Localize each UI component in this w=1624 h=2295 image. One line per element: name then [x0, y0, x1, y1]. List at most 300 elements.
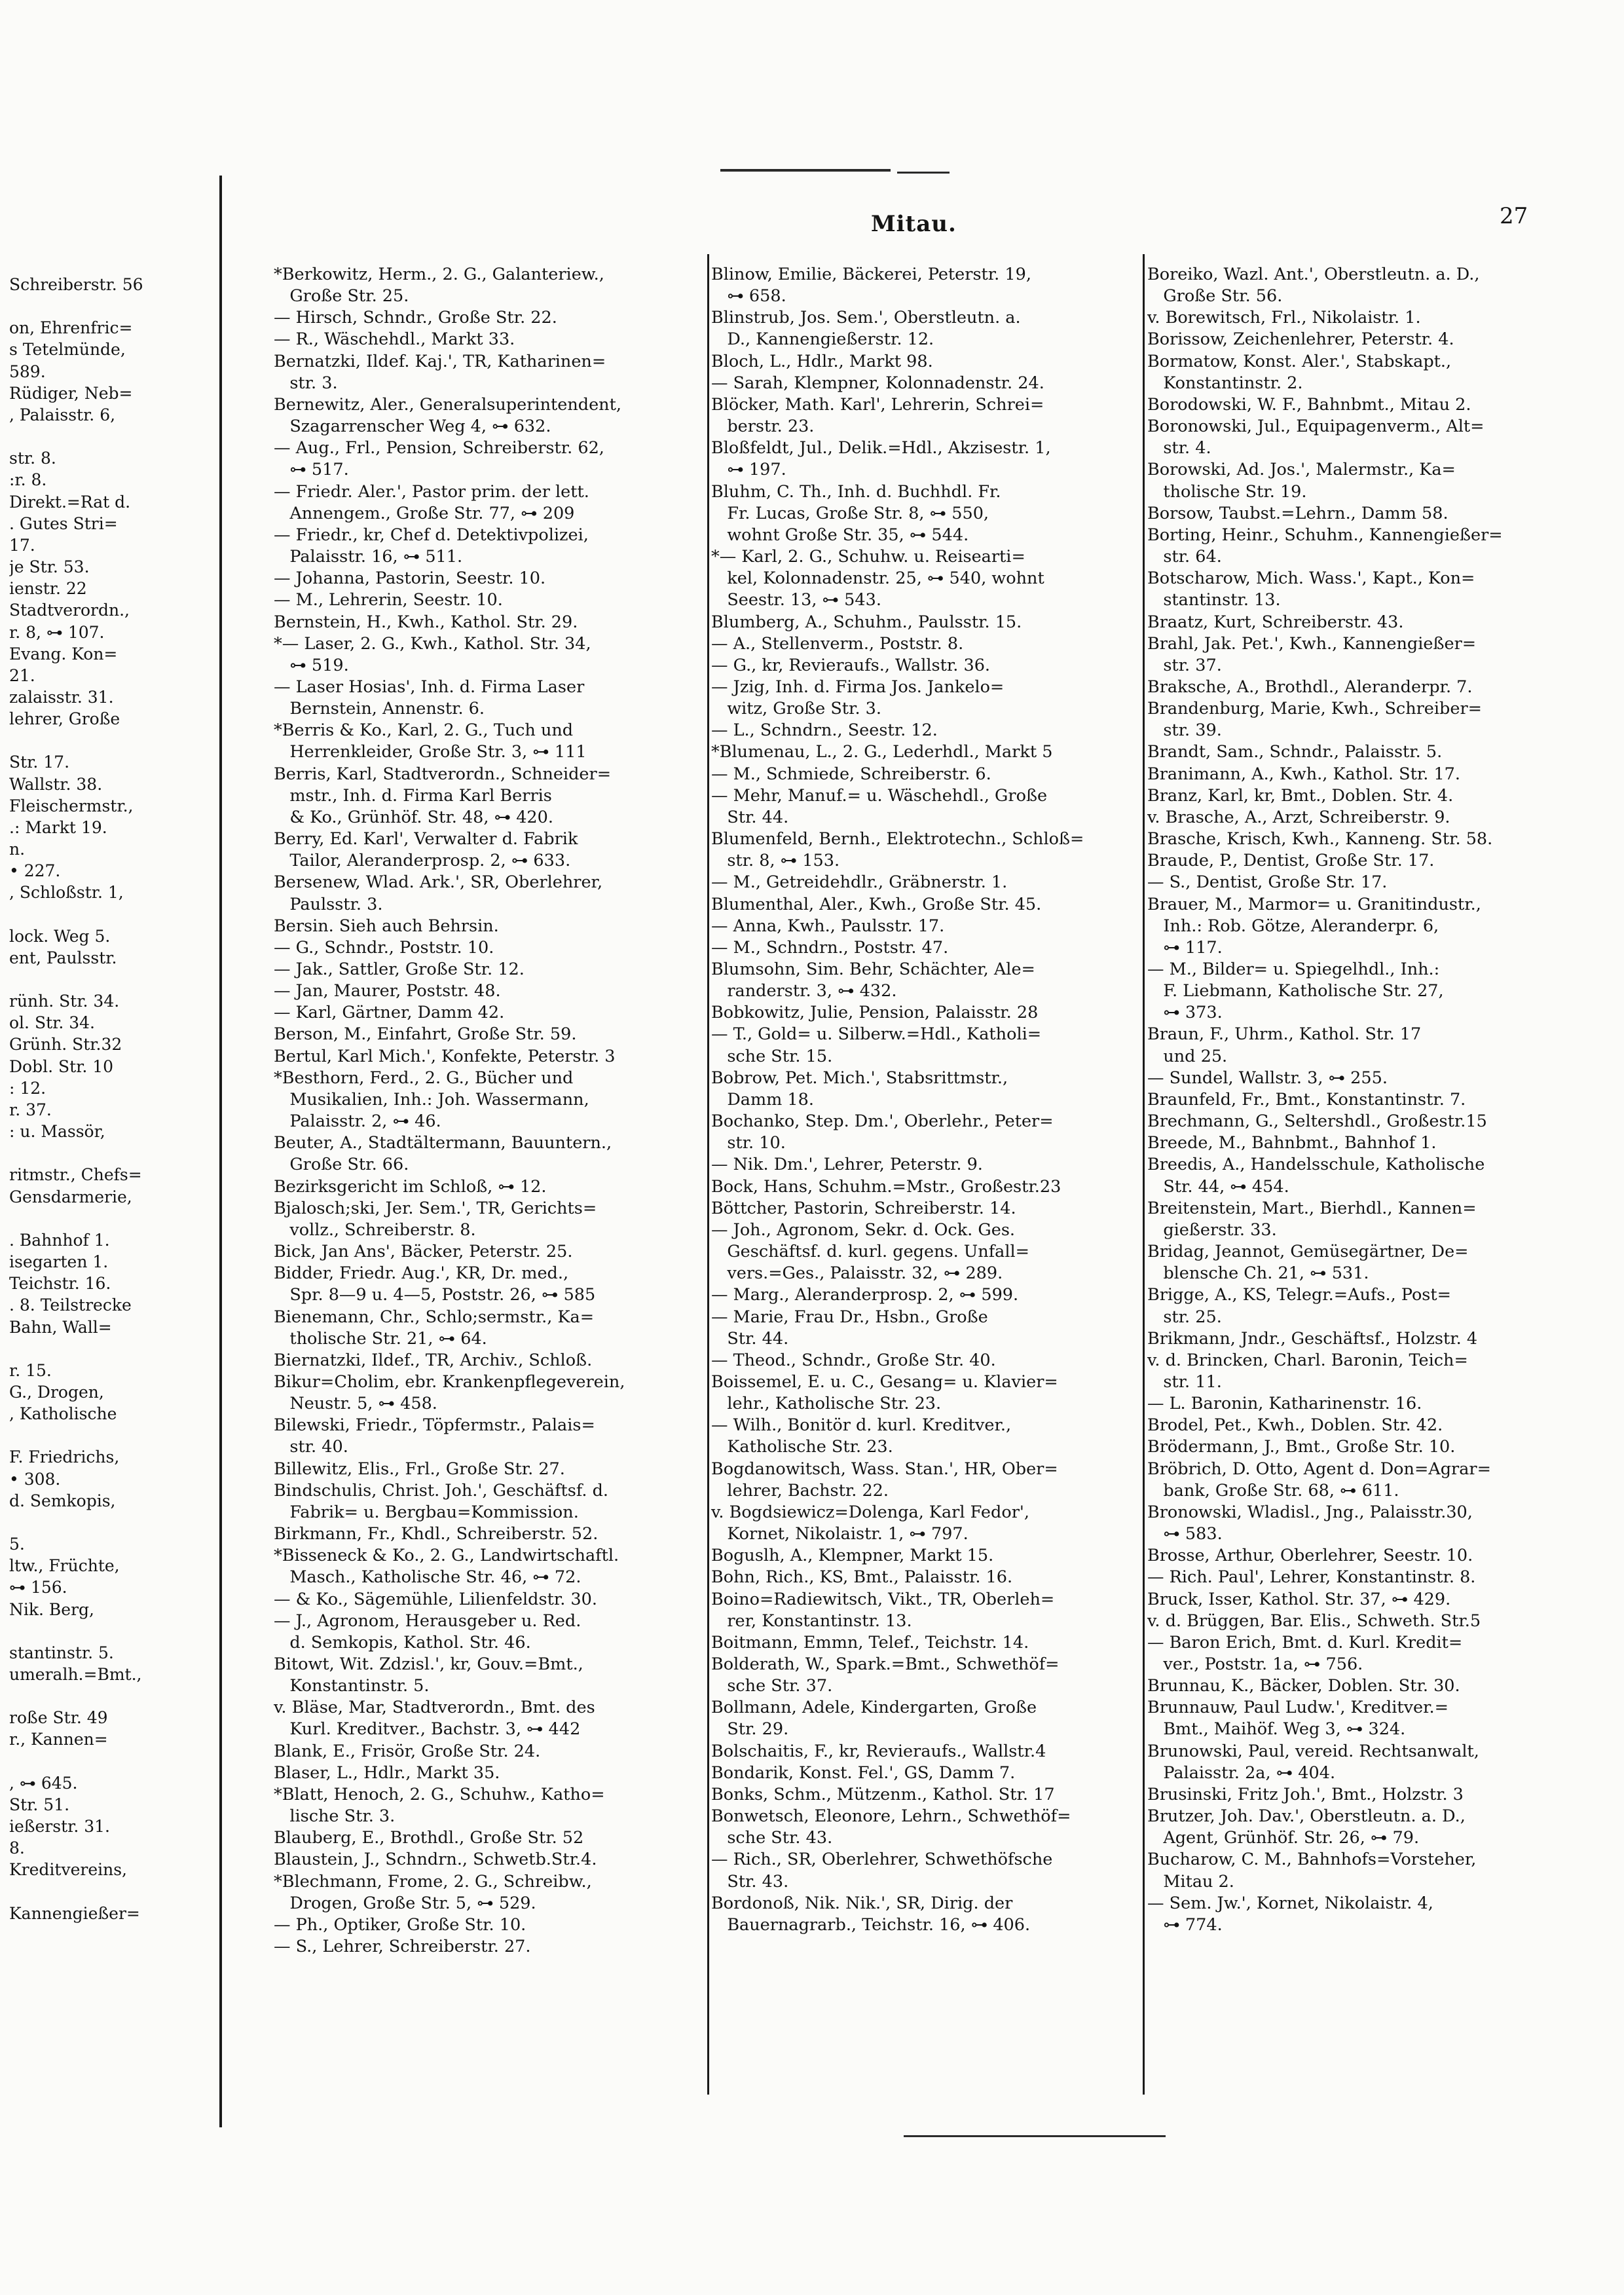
directory-line: Boronowski, Jul., Equipagenverm., Alt=	[1147, 417, 1485, 437]
directory-line: roße Str. 49	[9, 1708, 108, 1728]
directory-line: Str. 51.	[9, 1795, 70, 1814]
directory-line: Brasche, Krisch, Kwh., Kanneng. Str. 58.	[1147, 829, 1493, 849]
directory-line: mstr., Inh. d. Firma Karl Berris	[274, 785, 552, 806]
directory-line: lock. Weg 5.	[9, 926, 111, 946]
directory-line: Stadtverordn.,	[9, 601, 130, 620]
directory-line: — M., Lehrerin, Seestr. 10.	[274, 590, 503, 610]
directory-line: — Friedr. Aler.', Pastor prim. der lett.	[274, 481, 589, 502]
directory-line: Blöcker, Math. Karl', Lehrerin, Schrei=	[711, 394, 1044, 415]
directory-line: str. 64.	[1147, 547, 1222, 567]
directory-line: Bormatow, Konst. Aler.', Stabskapt.,	[1147, 351, 1452, 371]
directory-line: Braksche, A., Brothdl., Aleranderpr. 7.	[1147, 677, 1473, 697]
directory-line: r. 8, ⊶ 107.	[9, 622, 105, 642]
directory-line: : u. Massör,	[9, 1122, 105, 1142]
directory-line: ltw., Früchte,	[9, 1556, 120, 1576]
directory-line: Botscharow, Mich. Wass.', Kapt., Kon=	[1147, 569, 1475, 589]
directory-line: Palaisstr. 2a, ⊶ 404.	[1147, 1763, 1336, 1783]
directory-line: 589.	[9, 362, 46, 381]
directory-line: — Marie, Frau Dr., Hsbn., Große	[711, 1307, 988, 1327]
directory-line: — & Ko., Sägemühle, Lilienfeldstr. 30.	[274, 1589, 597, 1609]
directory-line: stantinstr. 5.	[9, 1643, 114, 1662]
directory-line: Branimann, A., Kwh., Kathol. Str. 17.	[1147, 764, 1461, 784]
directory-line: — Karl, Gärtner, Damm 42.	[274, 1003, 505, 1023]
directory-line: .: Markt 19.	[9, 817, 107, 837]
directory-line: umeralh.=Bmt.,	[9, 1665, 142, 1684]
directory-line: Boreiko, Wazl. Ant.', Oberstleutn. a. D.,	[1147, 265, 1480, 284]
directory-line: lehrer, Große	[9, 709, 120, 729]
directory-line: — Sem. Jw.', Kornet, Nikolaistr. 4,	[1147, 1893, 1433, 1913]
directory-line: Borowski, Ad. Jos.', Malermstr., Ka=	[1147, 460, 1456, 480]
directory-line: ienstr. 22	[9, 579, 87, 599]
directory-line: str. 40.	[274, 1437, 348, 1457]
directory-line: Boitmann, Emmn, Telef., Teichstr. 14.	[711, 1632, 1029, 1652]
directory-line	[9, 1142, 213, 1164]
directory-line: Beuter, A., Stadtältermann, Bauuntern.,	[274, 1133, 612, 1153]
directory-line: lische Str. 3.	[274, 1806, 396, 1827]
directory-line: Bernstein, H., Kwh., Kathol. Str. 29.	[274, 612, 578, 632]
directory-line: — Theod., Schndr., Große Str. 40.	[711, 1350, 996, 1370]
directory-line: Bollmann, Adele, Kindergarten, Große	[711, 1698, 1037, 1718]
directory-line: Mitau 2.	[1147, 1871, 1234, 1892]
directory-line: Teichstr. 16.	[9, 1274, 111, 1294]
directory-line: Rüdiger, Neb=	[9, 383, 133, 403]
directory-line: Bloch, L., Hdlr., Markt 98.	[711, 351, 933, 371]
directory-line: Bogdanowitsch, Wass. Stan.', HR, Ober=	[711, 1459, 1058, 1479]
directory-line: Gensdarmerie,	[9, 1187, 132, 1206]
directory-line: str. 8.	[9, 449, 56, 468]
directory-line: Bondarik, Konst. Fel.', GS, Damm 7.	[711, 1763, 1016, 1783]
directory-line: Bonwetsch, Eleonore, Lehrn., Schwethöf=	[711, 1806, 1071, 1827]
directory-line: Brodel, Pet., Kwh., Doblen. Str. 42.	[1147, 1415, 1443, 1436]
directory-line: Bersin. Sieh auch Behrsin.	[274, 916, 499, 936]
directory-line: *— Laser, 2. G., Kwh., Kathol. Str. 34,	[274, 633, 591, 654]
directory-line: vers.=Ges., Palaisstr. 32, ⊶ 289.	[711, 1263, 1003, 1284]
directory-line: , ⊶ 645.	[9, 1773, 78, 1793]
directory-line: Brandt, Sam., Schndr., Palaisstr. 5.	[1147, 742, 1443, 762]
directory-line: rer, Konstantinstr. 13.	[711, 1611, 912, 1631]
directory-line: Boguslh, A., Klempner, Markt 15.	[711, 1546, 994, 1566]
directory-line: Brechmann, G., Seltershdl., Großestr.15	[1147, 1111, 1487, 1132]
directory-line	[9, 1620, 213, 1642]
directory-line: berstr. 23.	[711, 417, 815, 437]
directory-line: Brandenburg, Marie, Kwh., Schreiber=	[1147, 699, 1483, 719]
directory-line: Bluhm, C. Th., Inh. d. Buchhdl. Fr.	[711, 481, 1001, 502]
directory-line: Blinstrub, Jos. Sem.', Oberstleutn. a.	[711, 308, 1021, 328]
directory-line: ver., Poststr. 1a, ⊶ 756.	[1147, 1654, 1363, 1674]
directory-line: Blinow, Emilie, Bäckerei, Peterstr. 19,	[711, 265, 1031, 284]
directory-line: Paulsstr. 3.	[274, 894, 383, 914]
directory-line: str. 39.	[1147, 720, 1222, 741]
directory-line: — Laser Hosias', Inh. d. Firma Laser	[274, 677, 585, 697]
directory-line: Brikmann, Jndr., Geschäftsf., Holzstr. 4	[1147, 1328, 1478, 1349]
directory-line: Große Str. 25.	[274, 286, 409, 307]
directory-line: Bikur=Cholim, ebr. Krankenpflegeverein,	[274, 1371, 625, 1392]
directory-line	[9, 1208, 213, 1229]
running-head: Mitau.	[871, 211, 957, 237]
directory-line: Bucharow, C. M., Bahnhofs=Vorsteher,	[1147, 1850, 1477, 1870]
directory-line: v. Bläse, Mar, Stadtverordn., Bmt. des	[274, 1698, 595, 1718]
directory-line: — Mehr, Manuf.= u. Wäschehdl., Große	[711, 785, 1048, 806]
directory-line: und 25.	[1147, 1046, 1228, 1066]
directory-line: Evang. Kon=	[9, 644, 118, 663]
directory-line: Bock, Hans, Schuhm.=Mstr., Großestr.23	[711, 1176, 1061, 1197]
directory-line: je Str. 53.	[9, 557, 90, 577]
directory-line: Bauernagrarb., Teichstr. 16, ⊶ 406.	[711, 1914, 1031, 1935]
directory-line: Bruck, Isser, Kathol. Str. 37, ⊶ 429.	[1147, 1589, 1451, 1609]
directory-line: Geschäftsf. d. kurl. gegens. Unfall=	[711, 1242, 1030, 1262]
directory-line: Bernstein, Annenstr. 6.	[274, 699, 485, 719]
directory-line: *Besthorn, Ferd., 2. G., Bücher und	[274, 1068, 574, 1088]
directory-line: lehr., Katholische Str. 23.	[711, 1394, 942, 1414]
directory-line: Bezirksgericht im Schloß, ⊶ 12.	[274, 1176, 547, 1197]
column-rule-1	[707, 254, 709, 2095]
directory-line: s Tetelmünde,	[9, 340, 126, 360]
directory-column-1	[274, 264, 705, 1958]
directory-line: Biernatzki, Ildef., TR, Archiv., Schloß.	[274, 1350, 593, 1370]
directory-line: ⊶ 156.	[9, 1578, 67, 1597]
directory-line: Blaser, L., Hdlr., Markt 35.	[274, 1763, 500, 1783]
directory-line: — Aug., Frl., Pension, Schreiberstr. 62,	[274, 438, 604, 458]
directory-line	[9, 904, 213, 925]
directory-line: : 12.	[9, 1078, 46, 1098]
directory-line: v. Borewitsch, Frl., Nikolaistr. 1.	[1147, 308, 1421, 328]
directory-line: Braude, P., Dentist, Große Str. 17.	[1147, 851, 1435, 871]
directory-line: Böttcher, Pastorin, Schreiberstr. 14.	[711, 1198, 1016, 1218]
directory-line: Herrenkleider, Große Str. 3, ⊶ 111	[274, 742, 587, 762]
directory-line: Bonks, Schm., Mützenm., Kathol. Str. 17	[711, 1784, 1055, 1804]
directory-line: — M., Schndrn., Poststr. 47.	[711, 937, 949, 958]
directory-line: Palaisstr. 2, ⊶ 46.	[274, 1111, 441, 1132]
directory-line: blensche Ch. 21, ⊶ 531.	[1147, 1263, 1369, 1284]
directory-line: Szagarrenscher Weg 4, ⊶ 632.	[274, 417, 551, 437]
directory-line: d. Semkopis,	[9, 1491, 116, 1510]
directory-line: Brigge, A., KS, Telegr.=Aufs., Post=	[1147, 1285, 1451, 1305]
directory-line	[9, 1685, 213, 1707]
directory-line: str. 8, ⊶ 153.	[711, 851, 840, 871]
directory-line: — Hirsch, Schndr., Große Str. 22.	[274, 308, 557, 328]
directory-line: Konstantinstr. 2.	[1147, 373, 1303, 393]
directory-line: 21.	[9, 665, 35, 685]
directory-line: Bertul, Karl Mich.', Konfekte, Peterstr. 3	[274, 1046, 616, 1066]
directory-line: Branz, Karl, kr, Bmt., Doblen. Str. 4.	[1147, 785, 1454, 806]
directory-line: . Bahnhof 1.	[9, 1230, 110, 1250]
directory-line: gießerstr. 33.	[1147, 1220, 1277, 1240]
directory-line: Bochanko, Step. Dm.', Oberlehr., Peter=	[711, 1111, 1054, 1132]
directory-line: Brutzer, Joh. Dav.', Oberstleutn. a. D.,	[1147, 1806, 1466, 1827]
directory-line: Braunfeld, Fr., Bmt., Konstantinstr. 7.	[1147, 1089, 1466, 1110]
directory-line: • 308.	[9, 1469, 61, 1489]
directory-line: Schreiberstr. 56	[9, 275, 143, 294]
directory-line: Bmt., Maihöf. Weg 3, ⊶ 324.	[1147, 1719, 1406, 1740]
directory-line: zalaisstr. 31.	[9, 687, 114, 707]
directory-line: tholische Str. 19.	[1147, 481, 1307, 502]
directory-line: Bienemann, Chr., Schlo;sermstr., Ka=	[274, 1307, 595, 1327]
directory-line: ⊶ 117.	[1147, 937, 1223, 958]
directory-line: ol. Str. 34.	[9, 1013, 95, 1033]
directory-line: Str. 44.	[711, 807, 789, 827]
directory-line: Masch., Katholische Str. 46, ⊶ 72.	[274, 1567, 581, 1588]
directory-line	[9, 1338, 213, 1360]
directory-line: v. d. Brüggen, Bar. Elis., Schweth. Str.5	[1147, 1611, 1481, 1631]
page-number: 27	[1500, 203, 1528, 229]
directory-line: str. 10.	[711, 1133, 786, 1153]
directory-line: Borting, Heinr., Schuhm., Kannengießer=	[1147, 525, 1503, 545]
directory-line: Brödermann, J., Bmt., Große Str. 10.	[1147, 1437, 1456, 1457]
directory-line: Str. 44.	[711, 1328, 789, 1349]
directory-line: F. Friedrichs,	[9, 1447, 120, 1467]
directory-line: Fr. Lucas, Große Str. 8, ⊶ 550,	[711, 503, 989, 523]
directory-line: r. 15.	[9, 1360, 52, 1380]
directory-line: v. Bogdsiewicz=Dolenga, Karl Fedor',	[711, 1502, 1030, 1522]
directory-line: — G., kr, Revieraufs., Wallstr. 36.	[711, 655, 991, 675]
directory-line: Breede, M., Bahnbmt., Bahnhof 1.	[1147, 1133, 1437, 1153]
directory-line: — G., Schndr., Poststr. 10.	[274, 937, 494, 958]
directory-line: . 8. Teilstrecke	[9, 1296, 132, 1315]
column-rule-2	[1143, 254, 1145, 2095]
directory-line: kel, Kolonnadenstr. 25, ⊶ 540, wohnt	[711, 569, 1044, 589]
directory-line: v. Brasche, A., Arzt, Schreiberstr. 9.	[1147, 807, 1450, 827]
directory-line: Brunowski, Paul, vereid. Rechtsanwalt,	[1147, 1741, 1479, 1761]
directory-line: Str. 17.	[9, 753, 70, 772]
directory-line: Neustr. 5, ⊶ 458.	[274, 1394, 437, 1414]
directory-line: Dobl. Str. 10	[9, 1056, 114, 1076]
top-rule-short	[897, 172, 950, 174]
directory-line: Direkt.=Rat d.	[9, 492, 131, 512]
directory-column-3	[1147, 264, 1606, 1936]
directory-line: Brunnauw, Paul Ludw.', Kreditver.=	[1147, 1698, 1449, 1718]
directory-line: Kreditvereins,	[9, 1860, 128, 1880]
directory-line: Bahn, Wall=	[9, 1317, 112, 1337]
directory-line: v. d. Brincken, Charl. Baronin, Teich=	[1147, 1350, 1468, 1370]
directory-line	[9, 1751, 213, 1772]
directory-line: lehrer, Bachstr. 22.	[711, 1480, 889, 1501]
directory-line: Borissow, Zeichenlehrer, Peterstr. 4.	[1147, 329, 1454, 350]
directory-line: 8.	[9, 1838, 25, 1858]
directory-line: — Jan, Maurer, Poststr. 48.	[274, 981, 501, 1001]
directory-line: Bordonoß, Nik. Nik.', SR, Dirig. der	[711, 1893, 1013, 1913]
directory-column-2	[711, 264, 1140, 1936]
directory-line: — S., Dentist, Große Str. 17.	[1147, 872, 1388, 893]
directory-line: Bohn, Rich., KS, Bmt., Palaisstr. 16.	[711, 1567, 1013, 1588]
directory-line: Bridag, Jeannot, Gemüsegärtner, De=	[1147, 1242, 1469, 1262]
directory-line: F. Liebmann, Katholische Str. 27,	[1147, 981, 1444, 1001]
directory-line	[9, 730, 213, 751]
directory-line: *Blatt, Henoch, 2. G., Schuhw., Katho=	[274, 1784, 605, 1804]
directory-line: Brusinski, Fritz Joh.', Bmt., Holzstr. 3	[1147, 1784, 1464, 1804]
directory-line: n.	[9, 840, 26, 859]
directory-line: — M., Schmiede, Schreiberstr. 6.	[711, 764, 991, 784]
directory-line: Grünh. Str.32	[9, 1035, 122, 1054]
directory-line: — A., Stellenverm., Poststr. 8.	[711, 633, 964, 654]
directory-line: D., Kannengießerstr. 12.	[711, 329, 934, 350]
directory-line: Agent, Grünhöf. Str. 26, ⊶ 79.	[1147, 1828, 1420, 1848]
directory-line: — L., Schndrn., Seestr. 12.	[711, 720, 938, 741]
directory-line: — M., Getreidehdlr., Gräbnerstr. 1.	[711, 872, 1008, 893]
directory-line: ⊶ 583.	[1147, 1524, 1223, 1544]
directory-line: ießerstr. 31.	[9, 1817, 110, 1837]
directory-line: — Marg., Aleranderprosp. 2, ⊶ 599.	[711, 1285, 1019, 1305]
directory-line: — Jak., Sattler, Große Str. 12.	[274, 960, 525, 979]
directory-line: , Palaisstr. 6,	[9, 405, 116, 424]
directory-line: str. 37.	[1147, 655, 1222, 675]
directory-line: Str. 29.	[711, 1719, 789, 1740]
directory-line: Katholische Str. 23.	[711, 1437, 893, 1457]
directory-line: Musikalien, Inh.: Joh. Wassermann,	[274, 1089, 589, 1110]
directory-line: Brunnau, K., Bäcker, Doblen. Str. 30.	[1147, 1676, 1460, 1696]
directory-line: Bobrow, Pet. Mich.', Stabsrittmstr.,	[711, 1068, 1008, 1088]
directory-line: Berris, Karl, Stadtverordn., Schneider=	[274, 764, 612, 784]
directory-line: r., Kannen=	[9, 1730, 108, 1749]
directory-line: Kornet, Nikolaistr. 1, ⊶ 797.	[711, 1524, 969, 1544]
directory-line: — Sarah, Klempner, Kolonnadenstr. 24.	[711, 373, 1044, 393]
directory-line: str. 11.	[1147, 1371, 1222, 1392]
directory-line: — Ph., Optiker, Große Str. 10.	[274, 1914, 526, 1935]
directory-line: Fleischermstr.,	[9, 796, 134, 815]
directory-line: Brauer, M., Marmor= u. Granitindustr.,	[1147, 894, 1481, 914]
directory-line: sche Str. 43.	[711, 1828, 833, 1848]
top-rule	[720, 169, 891, 172]
directory-line: 17.	[9, 535, 35, 555]
directory-line: Bolschaitis, F., kr, Revieraufs., Wallstr.4	[711, 1741, 1046, 1761]
directory-line: ⊶ 658.	[711, 286, 786, 307]
directory-line: Fabrik= u. Bergbau=Kommission.	[274, 1502, 579, 1522]
directory-line: str. 25.	[1147, 1307, 1222, 1327]
directory-line: on, Ehrenfric=	[9, 318, 133, 338]
bottom-rule	[904, 2135, 1166, 2137]
directory-line: Braun, F., Uhrm., Kathol. Str. 17	[1147, 1024, 1422, 1045]
directory-line: ⊶ 774.	[1147, 1914, 1223, 1935]
directory-line: — T., Gold= u. Silberw.=Hdl., Katholi=	[711, 1024, 1042, 1045]
directory-line: — Sundel, Wallstr. 3, ⊶ 255.	[1147, 1068, 1388, 1088]
directory-line: Palaisstr. 16, ⊶ 511.	[274, 547, 463, 567]
directory-line: — Jzig, Inh. d. Firma Jos. Jankelo=	[711, 677, 1005, 697]
directory-line: Boissemel, E. u. C., Gesang= u. Klavier=	[711, 1371, 1058, 1392]
directory-line: *Berris & Ko., Karl, 2. G., Tuch und	[274, 720, 574, 741]
directory-line: Str. 44, ⊶ 454.	[1147, 1176, 1289, 1197]
directory-line	[9, 1512, 213, 1533]
directory-line	[9, 969, 213, 990]
directory-line: Seestr. 13, ⊶ 543.	[711, 590, 881, 610]
directory-line: tholische Str. 21, ⊶ 64.	[274, 1328, 487, 1349]
directory-line: Blauberg, E., Brothdl., Große Str. 52	[274, 1828, 584, 1848]
directory-line: — S., Lehrer, Schreiberstr. 27.	[274, 1937, 531, 1957]
directory-line: sche Str. 37.	[711, 1676, 833, 1696]
directory-line: Tailor, Aleranderprosp. 2, ⊶ 633.	[274, 851, 571, 871]
directory-line: ⊶ 517.	[274, 460, 349, 480]
directory-line	[9, 295, 213, 317]
directory-line: Bernatzki, Ildef. Kaj.', TR, Katharinen=	[274, 351, 606, 371]
directory-line: Bröbrich, D. Otto, Agent d. Don=Agrar=	[1147, 1459, 1491, 1479]
directory-line: Bjalosch;ski, Jer. Sem.', TR, Gerichts=	[274, 1198, 597, 1218]
directory-line: Bronowski, Wladisl., Jng., Palaisstr.30,	[1147, 1502, 1473, 1522]
directory-line: bank, Große Str. 68, ⊶ 611.	[1147, 1480, 1399, 1501]
directory-line: G., Drogen,	[9, 1382, 104, 1402]
directory-line: , Katholische	[9, 1404, 117, 1424]
directory-line: str. 4.	[1147, 438, 1211, 458]
directory-line: Bersenew, Wlad. Ark.', SR, Oberlehrer,	[274, 872, 603, 893]
directory-line: ⊶ 373.	[1147, 1003, 1223, 1023]
directory-line: — Friedr., kr, Chef d. Detektivpolizei,	[274, 525, 589, 545]
directory-line: Boino=Radiewitsch, Vikt., TR, Oberleh=	[711, 1589, 1055, 1609]
directory-line: :r. 8.	[9, 470, 47, 490]
page-left-rule	[219, 176, 222, 2127]
directory-line	[9, 1425, 213, 1446]
directory-line: — Rich., SR, Oberlehrer, Schwethöfsche	[711, 1850, 1053, 1870]
directory-line: witz, Große Str. 3.	[711, 699, 881, 719]
directory-line: Bitowt, Wit. Zdzisl.', kr, Gouv.=Bmt.,	[274, 1654, 583, 1674]
directory-line: Bobkowitz, Julie, Pension, Palaisstr. 28	[711, 1003, 1039, 1023]
directory-line: — Johanna, Pastorin, Seestr. 10.	[274, 569, 546, 589]
directory-line: ⊶ 519.	[274, 655, 349, 675]
directory-line: — L. Baronin, Katharinenstr. 16.	[1147, 1394, 1422, 1414]
directory-line: ⊶ 197.	[711, 460, 786, 480]
directory-line: randerstr. 3, ⊶ 432.	[711, 981, 897, 1001]
directory-line: Birkmann, Fr., Khdl., Schreiberstr. 52.	[274, 1524, 599, 1544]
directory-line: str. 3.	[274, 373, 338, 393]
directory-line: Bindschulis, Christ. Joh.', Geschäftsf. d.	[274, 1480, 609, 1501]
directory-line: Berson, M., Einfahrt, Große Str. 59.	[274, 1024, 577, 1045]
directory-line: *Berkowitz, Herm., 2. G., Galanteriew.,	[274, 265, 604, 284]
directory-line: — Anna, Kwh., Paulsstr. 17.	[711, 916, 945, 936]
directory-line: Bilewski, Friedr., Töpfermstr., Palais=	[274, 1415, 595, 1436]
directory-line: Brosse, Arthur, Oberlehrer, Seestr. 10.	[1147, 1546, 1473, 1566]
directory-line	[9, 426, 213, 447]
directory-line: Nik. Berg,	[9, 1599, 94, 1619]
directory-line: stantinstr. 13.	[1147, 590, 1281, 610]
directory-line: Große Str. 66.	[274, 1155, 409, 1175]
directory-line: sche Str. 15.	[711, 1046, 833, 1066]
margin-fragments	[9, 274, 213, 1924]
directory-line: Bernewitz, Aler., Generalsuperintendent,	[274, 394, 621, 415]
directory-line: Annengem., Große Str. 77, ⊶ 209	[274, 503, 575, 523]
directory-line: — Rich. Paul', Lehrer, Konstantinstr. 8.	[1147, 1567, 1476, 1588]
directory-line: • 227.	[9, 861, 61, 881]
directory-line: Bidder, Friedr. Aug.', KR, Dr. med.,	[274, 1263, 569, 1284]
directory-line: r. 37.	[9, 1100, 52, 1119]
directory-line: ent, Paulsstr.	[9, 948, 117, 967]
directory-line: Wallstr. 38.	[9, 774, 103, 794]
directory-line: — M., Bilder= u. Spiegelhdl., Inh.:	[1147, 960, 1440, 979]
directory-line: , Schloßstr. 1,	[9, 883, 124, 903]
directory-line: Spr. 8—9 u. 4—5, Poststr. 26, ⊶ 585	[274, 1285, 596, 1305]
directory-line: Blumenfeld, Bernh., Elektrotechn., Schloß=	[711, 829, 1084, 849]
directory-line: Blumberg, A., Schuhm., Paulsstr. 15.	[711, 612, 1022, 632]
directory-line: vollz., Schreiberstr. 8.	[274, 1220, 476, 1240]
directory-line: Blaustein, J., Schndrn., Schwetb.Str.4.	[274, 1850, 597, 1870]
directory-line: Bolderath, W., Spark.=Bmt., Schwethöf=	[711, 1654, 1060, 1674]
directory-line: Braatz, Kurt, Schreiberstr. 43.	[1147, 612, 1404, 632]
directory-line: — J., Agronom, Herausgeber u. Red.	[274, 1611, 581, 1631]
directory-line: Borsow, Taubst.=Lehrn., Damm 58.	[1147, 503, 1449, 523]
directory-line: Bloßfeldt, Jul., Delik.=Hdl., Akzisestr. 1,	[711, 438, 1051, 458]
directory-line: *Blumenau, L., 2. G., Lederhdl., Markt 5	[711, 742, 1053, 762]
directory-line: d. Semkopis, Kathol. Str. 46.	[274, 1632, 531, 1652]
directory-line: Breitenstein, Mart., Bierhdl., Kannen=	[1147, 1198, 1477, 1218]
directory-line: Blank, E., Frisör, Große Str. 24.	[274, 1741, 541, 1761]
directory-line: Kannengießer=	[9, 1903, 140, 1923]
directory-line: — Wilh., Bonitör d. kurl. Kreditver.,	[711, 1415, 1012, 1436]
directory-line: *Blechmann, Frome, 2. G., Schreibw.,	[274, 1871, 592, 1892]
directory-line: Inh.: Rob. Götze, Aleranderpr. 6,	[1147, 916, 1439, 936]
directory-line: Berry, Ed. Karl', Verwalter d. Fabrik	[274, 829, 578, 849]
directory-line: ritmstr., Chefs=	[9, 1165, 142, 1185]
directory-line: Borodowski, W. F., Bahnbmt., Mitau 2.	[1147, 394, 1471, 415]
directory-line: & Ko., Grünhöf. Str. 48, ⊶ 420.	[274, 807, 553, 827]
directory-line: Str. 43.	[711, 1871, 789, 1892]
directory-line: Konstantinstr. 5.	[274, 1676, 430, 1696]
directory-line: Kurl. Kreditver., Bachstr. 3, ⊶ 442	[274, 1719, 581, 1740]
directory-line: Brahl, Jak. Pet.', Kwh., Kannengießer=	[1147, 633, 1477, 654]
